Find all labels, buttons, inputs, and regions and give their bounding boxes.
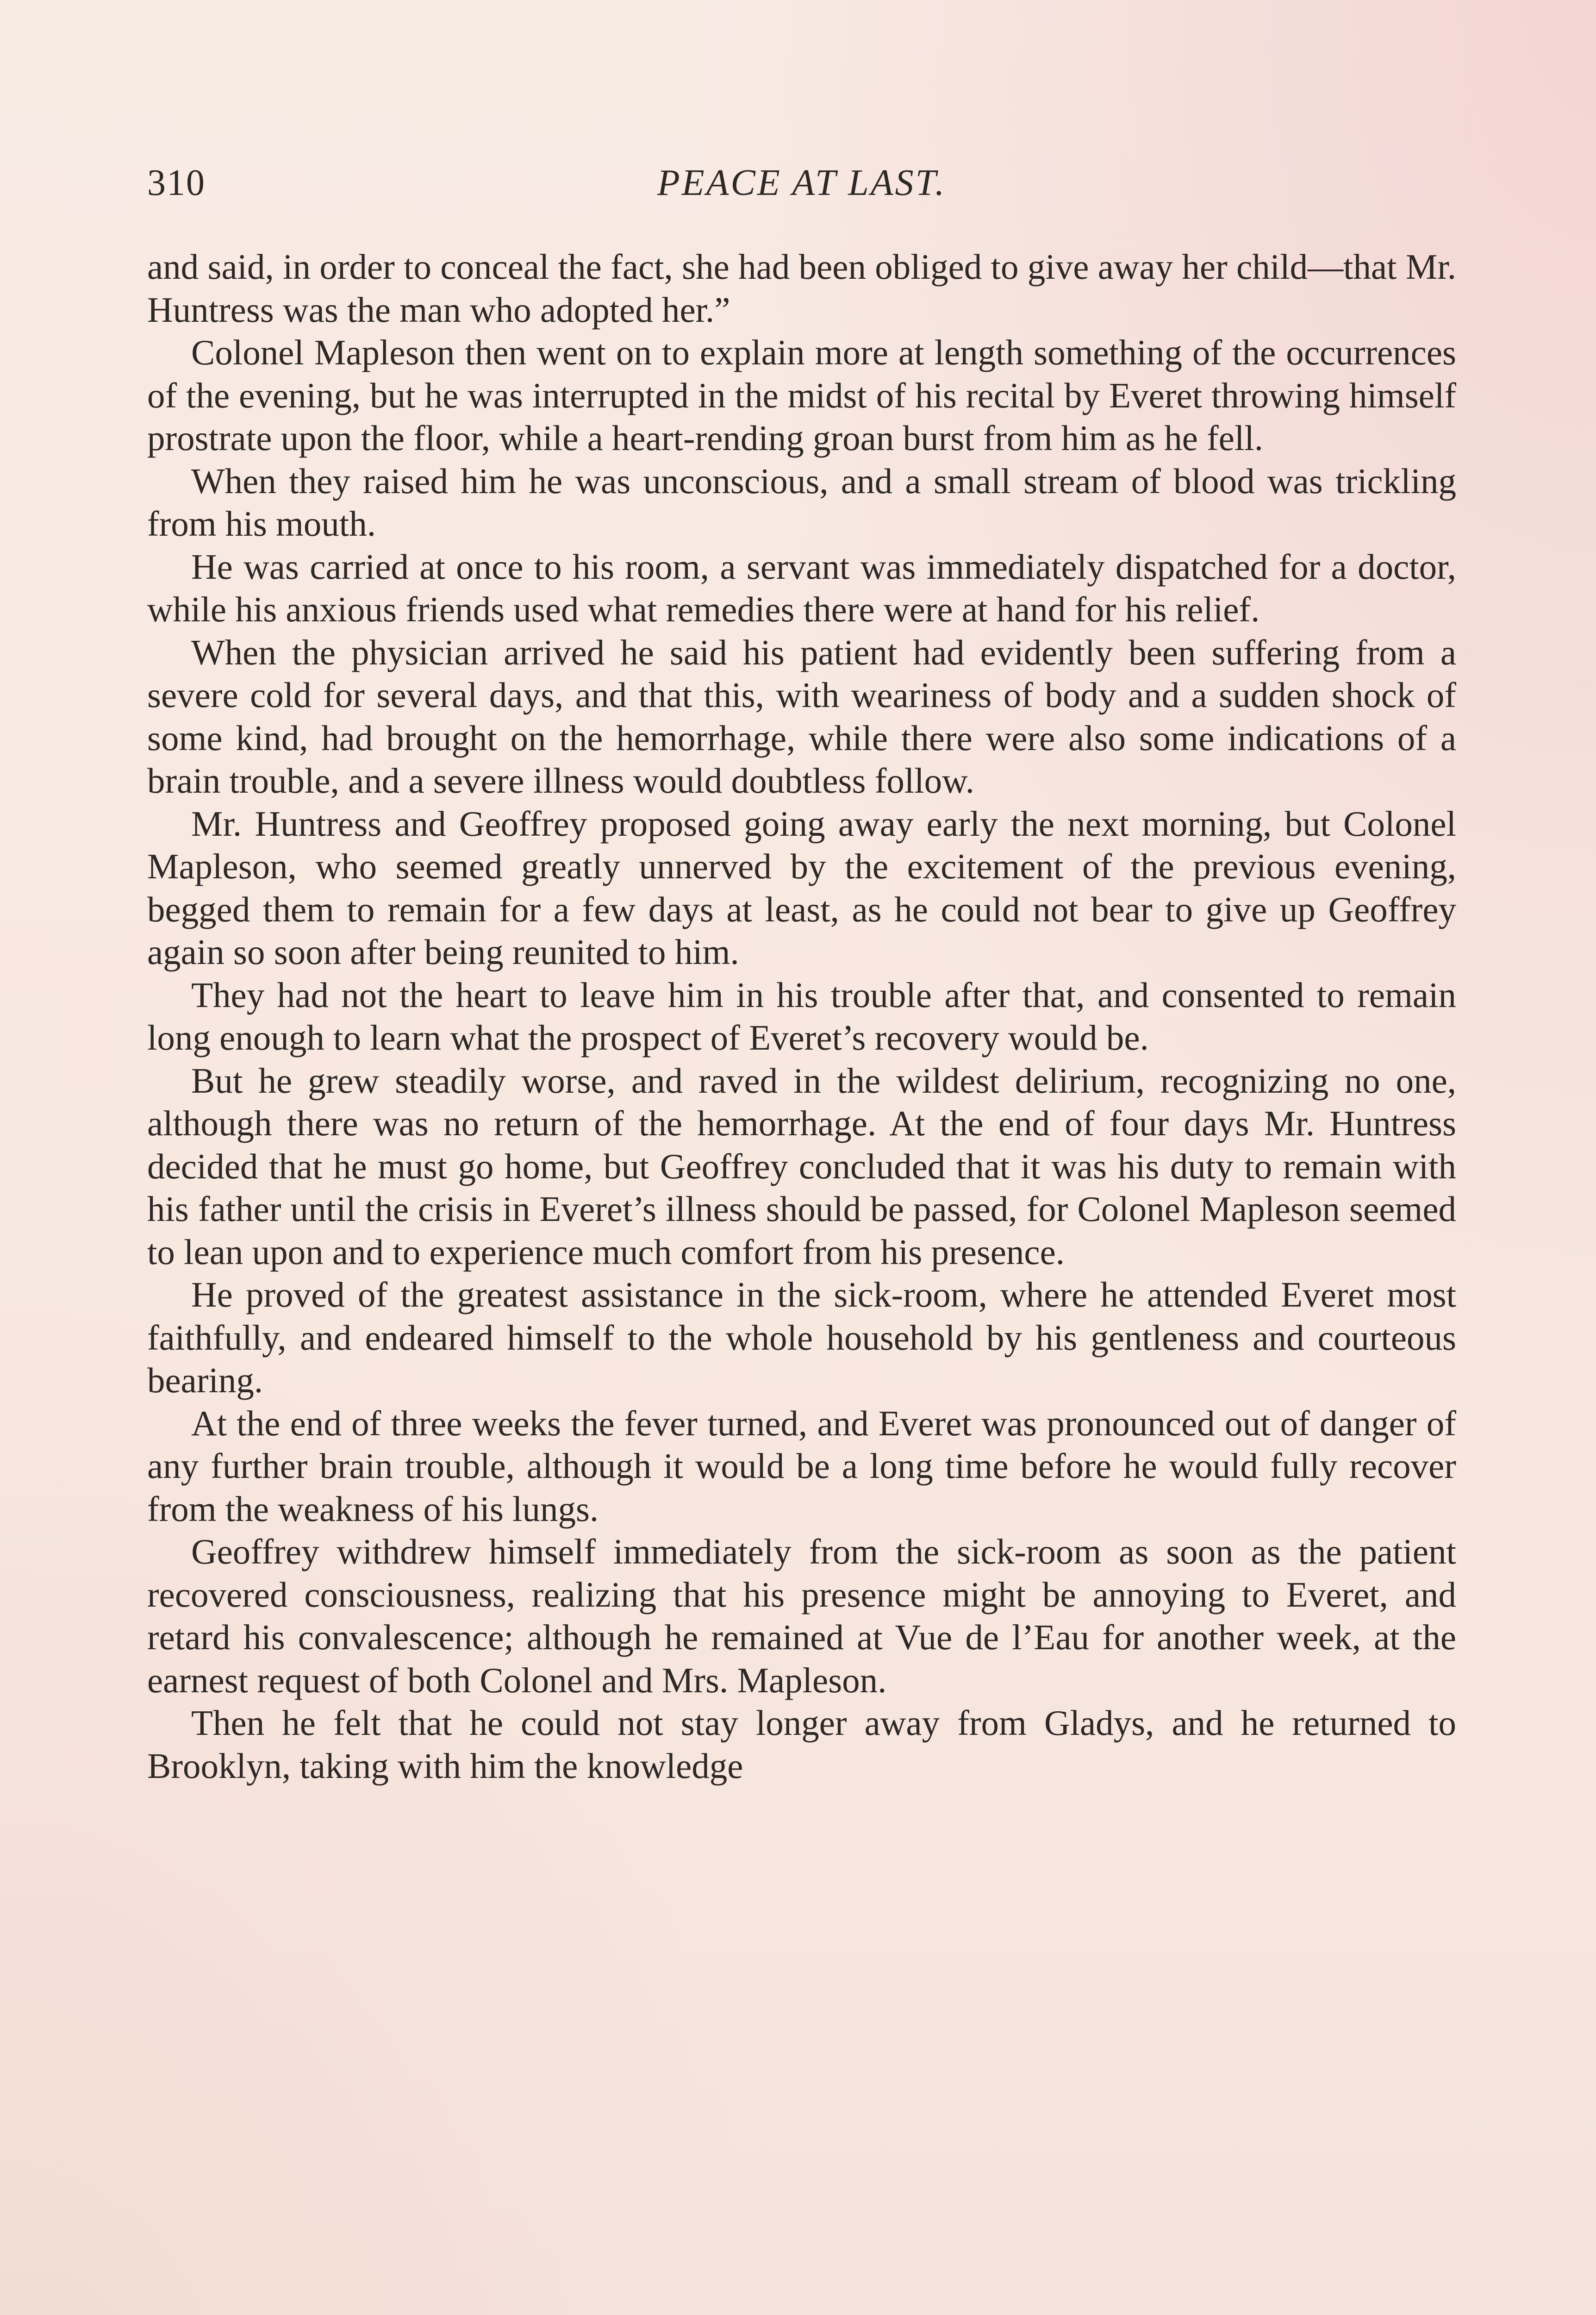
paragraph-10: At the end of three weeks the fever turned, and Everet was pronounced out of danger of any further brain trouble, although it would be a long time before he would fully recover from the weakness of his lungs. (147, 1403, 1456, 1529)
book-page (147, 162, 1456, 1787)
paragraph-8: But he grew steadily worse, and raved in the wildest delirium, recognizing no one, although there was no return of the hemorrhage. At the end of four days Mr. Huntress decided that he must go home, but Geoffrey concluded that it was his duty to remain with his father until the crisis in Everet’s illness should be passed, for Colonel Mapleson seemed to lean upon and to experience much comfort from his presence. (147, 1060, 1456, 1272)
paragraph-9: He proved of the greatest assistance in the sick-room, where he attended Everet most faithfully, and endeared himself to the whole household by his gentleness and courteous bearing. (147, 1275, 1456, 1400)
body-text (147, 245, 1456, 1787)
paragraph-2: Colonel Mapleson then went on to explain more at length something of the occurrences of the evening, but he was interrupted in the midst of his recital by Everet throwing himself prostrate upon the floor, while a heart-rending groan burst from him as he fell. (147, 332, 1456, 458)
paragraph-1: and said, in order to conceal the fact, she had been obliged to give away her child—that Mr. Huntress was the man who adopted her.” (147, 247, 1456, 330)
running-head (147, 162, 1456, 218)
paragraph-4: He was carried at once to his room, a servant was immediately dispatched for a doctor, while his anxious friends used what remedies there were at hand for his relief. (147, 546, 1456, 629)
paragraph-7: They had not the heart to leave him in his trouble after that, and consented to remain long enough to learn what the prospect of Everet’s recovery would be. (147, 975, 1456, 1057)
paragraph-11: Geoffrey withdrew himself immediately from the sick-room as soon as the patient recovered consciousness, realizing that his presence might be annoying to Everet, and retard his convalescence; although he remained at Vue de l’Eau for another week, at the earnest request of both Colonel and Mrs. Mapleson. (147, 1532, 1456, 1700)
paragraph-5: When the physician arrived he said his patient had evidently been suffering from a severe cold for several days, and that this, with weariness of body and a sudden shock of some kind, had brought on the hemorrhage, while there were also some indications of a brain trouble, and a severe illness would doubtless follow. (147, 632, 1456, 801)
paragraph-12: Then he felt that he could not stay longer away from Gladys, and he returned to Brooklyn, taking with him the knowledge (147, 1703, 1456, 1786)
paragraph-6: Mr. Huntress and Geoffrey proposed going away early the next morning, but Colonel Mapleson, who seemed greatly unnerved by the excitement of the previous evening, begged them to remain for a few days at least, as he could not bear to give up Geoffrey again so soon after being reunited to him. (147, 803, 1456, 972)
page-number: 310 (147, 163, 206, 203)
paragraph-3: When they raised him he was unconscious, and a small stream of blood was trickling from his mouth. (147, 461, 1456, 544)
running-title: PEACE AT LAST. (657, 163, 947, 203)
